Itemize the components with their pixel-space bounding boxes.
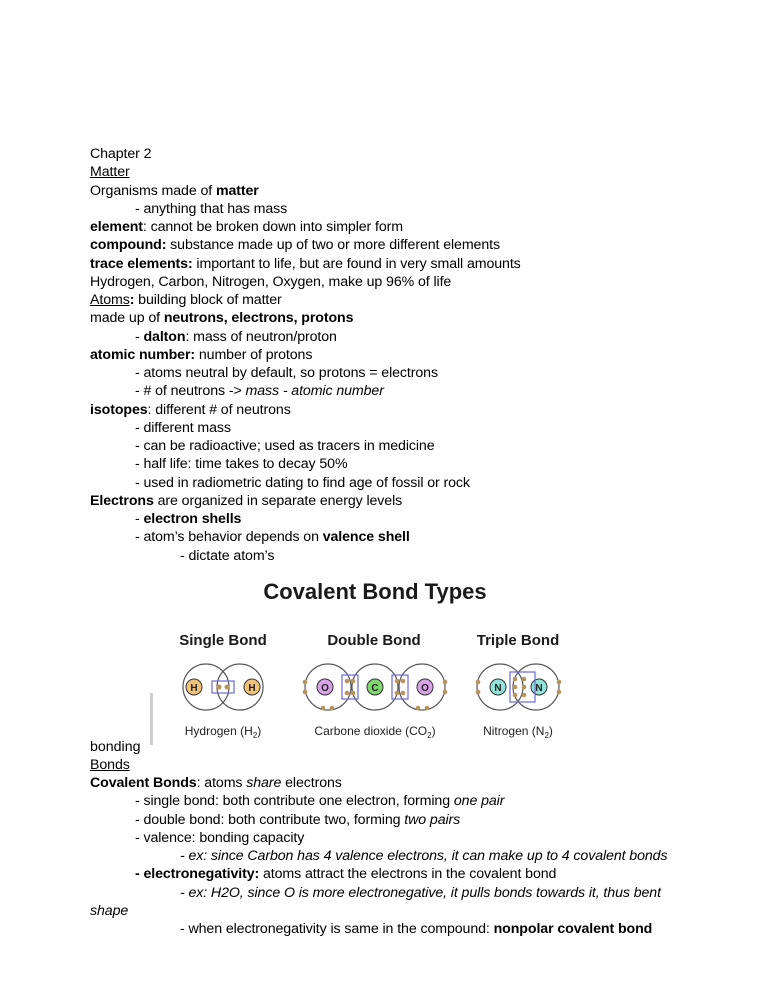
section-heading-bonds: Bonds bbox=[90, 756, 130, 773]
document-page bbox=[90, 145, 690, 938]
bullet-line: - dalton: mass of neutron/proton bbox=[135, 328, 337, 345]
example-line: - ex: H2O, since O is more electronegative, it pulls bonds towards it, thus bent bbox=[180, 884, 661, 901]
definition-compound: compound: substance made up of two or more different elements bbox=[90, 237, 500, 254]
text-line: made up of neutrons, electrons, protons bbox=[90, 310, 354, 327]
svg-text:N: N bbox=[494, 682, 502, 694]
text-line: Electrons are organized in separate energy levels bbox=[90, 492, 403, 509]
svg-text:O: O bbox=[321, 682, 329, 694]
bullet-line: - different mass bbox=[135, 419, 231, 436]
section-heading-matter: Matter bbox=[90, 164, 130, 181]
bullet-line: - half life: time takes to decay 50% bbox=[135, 456, 348, 473]
panel-heading: Single Bond bbox=[179, 631, 267, 649]
bullet-line: - when electronegativity is same in the compound: nonpolar covalent bond bbox=[180, 921, 653, 937]
definition-element: element: cannot be broken down into simpler form bbox=[90, 219, 404, 235]
svg-text:C: C bbox=[371, 682, 379, 694]
panel-heading: Double Bond bbox=[327, 631, 421, 649]
example-line: - ex: since Carbon has 4 valence electrons, it can make up to 4 covalent bonds bbox=[180, 848, 668, 864]
text-line: Organisms made of matter bbox=[90, 182, 259, 199]
definition-atomic-number: atomic number: number of protons bbox=[90, 346, 313, 363]
figure-title: Covalent Bond Types bbox=[263, 578, 487, 604]
example-line-wrap: shape bbox=[90, 902, 129, 919]
bullet-line: - atoms neutral by default, so protons = electrons bbox=[135, 365, 438, 381]
figure-row bbox=[90, 565, 690, 756]
panel-caption: Carbone dioxide $(CO_2)$ bbox=[314, 723, 436, 740]
definition-isotopes: isotopes: different # of neutrons bbox=[90, 401, 291, 418]
svg-text:H: H bbox=[190, 682, 198, 694]
bullet-line: - electronegativity: atoms attract the electrons in the covalent bond bbox=[135, 866, 557, 883]
definition-trace-elements: trace elements: important to life, but are found in very small amounts bbox=[90, 255, 521, 272]
panel-heading: Triple Bond bbox=[476, 631, 560, 649]
svg-text:N: N bbox=[535, 682, 543, 694]
bullet-line: - dictate atom’s bbox=[180, 547, 275, 564]
bullet-line: - can be radioactive; used as tracers in medicine bbox=[135, 438, 435, 454]
panel-caption: Nitrogen $(N_2)$ bbox=[483, 723, 553, 740]
bullet-line: - atom’s behavior depends on valence shell bbox=[135, 529, 410, 546]
text-line: Hydrogen, Carbon, Nitrogen, Oxygen, make up 96% of life bbox=[90, 273, 452, 290]
bullet-line: - double bond: both contribute two, forming two pairs bbox=[135, 811, 461, 828]
svg-text:H: H bbox=[248, 682, 256, 694]
text-fragment: bonding bbox=[90, 738, 141, 755]
svg-text:O: O bbox=[421, 682, 429, 694]
section-heading-atoms: Atoms: building block of matter bbox=[90, 292, 282, 308]
watermark-strip bbox=[150, 693, 153, 745]
panel-caption: Hydrogen $(H_2)$ bbox=[184, 723, 262, 740]
bullet-line: - anything that has mass bbox=[135, 200, 288, 217]
chapter-title: Chapter 2 bbox=[90, 146, 152, 162]
bullet-line: - used in radiometric dating to find age of fossil or rock bbox=[135, 474, 470, 491]
bullet-line: - electron shells bbox=[135, 511, 242, 527]
bullet-line: - valence: bonding capacity bbox=[135, 829, 305, 846]
bullet-line: - single bond: both contribute one electron, forming one pair bbox=[135, 793, 505, 810]
definition-covalent-bonds: Covalent Bonds: atoms share electrons bbox=[90, 775, 342, 791]
covalent-bond-diagram bbox=[148, 565, 602, 756]
bullet-line: - # of neutrons -> mass - atomic number bbox=[135, 383, 384, 400]
